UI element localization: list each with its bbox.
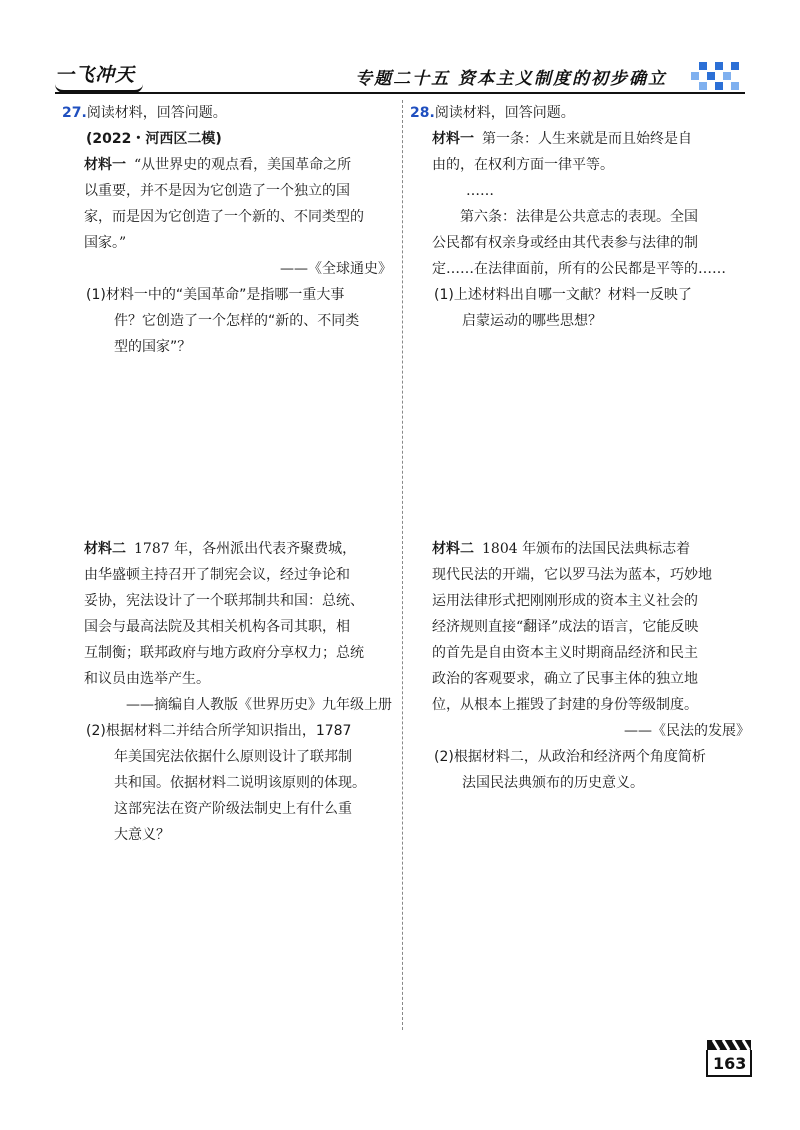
material-source: ——摘编自人教版《世界历史》九年级上册 xyxy=(126,697,392,713)
material-line: 1787 年，各州派出代表齐聚费城， xyxy=(134,541,357,557)
sub-question-line: (1)材料一中的“美国革命”是指哪一重大事 xyxy=(86,287,345,303)
material-line: 1804 年颁布的法国民法典标志着 xyxy=(482,541,691,557)
checker-decoration-icon xyxy=(685,58,745,92)
material-line: 运用法律形式把刚刚形成的资本主义社会的 xyxy=(432,593,698,609)
page-number-badge xyxy=(705,1038,753,1078)
sub-question-line: 件？它创造了一个怎样的“新的、不同类 xyxy=(114,313,360,329)
material-ellipsis: …… xyxy=(466,183,494,199)
sub-question-line: 大意义？ xyxy=(114,827,170,843)
material-line: 的首先是自由资本主义时期商品经济和民主 xyxy=(432,645,698,661)
material-line: 家，而是因为它创造了一个新的、不同类型的 xyxy=(84,209,364,225)
material-line: 国家。” xyxy=(84,235,127,251)
header-rule xyxy=(55,92,745,94)
question-number: 27. xyxy=(62,105,87,121)
question-27-part2 xyxy=(62,536,392,848)
material-label: 材料二 xyxy=(432,541,474,557)
sub-question-line: 年美国宪法依据什么原则设计了联邦制 xyxy=(114,749,352,765)
sub-question-line: 法国民法典颁布的历史意义。 xyxy=(462,775,644,791)
material-line: 由华盛顿主持召开了制宪会议，经过争论和 xyxy=(84,567,350,583)
material-line: 公民都有权亲身或经由其代表参与法律的制 xyxy=(432,235,698,251)
sub-question-line: 启蒙运动的哪些思想？ xyxy=(462,313,602,329)
sub-question-line: 型的国家”？ xyxy=(114,339,192,355)
material-line: 国会与最高法院及其相关机构各司其职，相 xyxy=(84,619,350,635)
page-header xyxy=(55,58,745,96)
sub-question-line: 共和国。依据材料二说明该原则的体现。 xyxy=(114,775,366,791)
question-28-part2 xyxy=(410,536,750,796)
material-line: 政治的客观要求，确立了民事主体的独立地 xyxy=(432,671,698,687)
material-line: 妥协，宪法设计了一个联邦制共和国：总统、 xyxy=(84,593,364,609)
material-source: ——《民法的发展》 xyxy=(624,723,750,739)
material-label: 材料一 xyxy=(84,157,126,173)
column-divider xyxy=(402,100,403,1030)
material-source: ——《全球通史》 xyxy=(280,261,392,277)
material-line: 以重要，并不是因为它创造了一个独立的国 xyxy=(84,183,350,199)
material-line: 由的，在权利方面一律平等。 xyxy=(432,157,614,173)
sub-question-line: (2)根据材料二并结合所学知识指出，1787 xyxy=(86,723,352,739)
material-label: 材料一 xyxy=(432,131,474,147)
material-line: 现代民法的开端，它以罗马法为蓝本，巧妙地 xyxy=(432,567,712,583)
material-label: 材料二 xyxy=(84,541,126,557)
material-line: 第六条：法律是公共意志的表现。全国 xyxy=(460,209,698,225)
material-line: 经济规则直接“翻译”成法的语言，它能反映 xyxy=(432,619,699,635)
question-prompt: 阅读材料，回答问题。 xyxy=(434,105,575,121)
source-tag: (2022・河西区二模) xyxy=(86,131,222,147)
material-line: 和议员由选举产生。 xyxy=(84,671,210,687)
question-28 xyxy=(410,100,750,334)
material-line: 互制衡；联邦政府与地方政府分享权力；总统 xyxy=(84,645,364,661)
material-line: “从世界史的观点看，美国革命之所 xyxy=(134,157,352,173)
question-number: 28. xyxy=(410,105,435,121)
material-line: 位，从根本上摧毁了封建的身份等级制度。 xyxy=(432,697,698,713)
chapter-title: 专题二十五 资本主义制度的初步确立 xyxy=(355,69,667,89)
sub-question-line: (1)上述材料出自哪一文献？材料一反映了 xyxy=(434,287,692,303)
material-line: 定……在法律面前，所有的公民都是平等的…… xyxy=(432,261,726,277)
brand-logo: 一飞冲天 xyxy=(55,64,136,86)
page-number: 163 xyxy=(713,1054,747,1073)
question-prompt: 阅读材料，回答问题。 xyxy=(86,105,227,121)
question-27 xyxy=(62,100,392,360)
sub-question-line: (2)根据材料二，从政治和经济两个角度简析 xyxy=(434,749,706,765)
material-line: 第一条：人生来就是而且始终是自 xyxy=(482,131,692,147)
sub-question-line: 这部宪法在资产阶级法制史上有什么重 xyxy=(114,801,352,817)
